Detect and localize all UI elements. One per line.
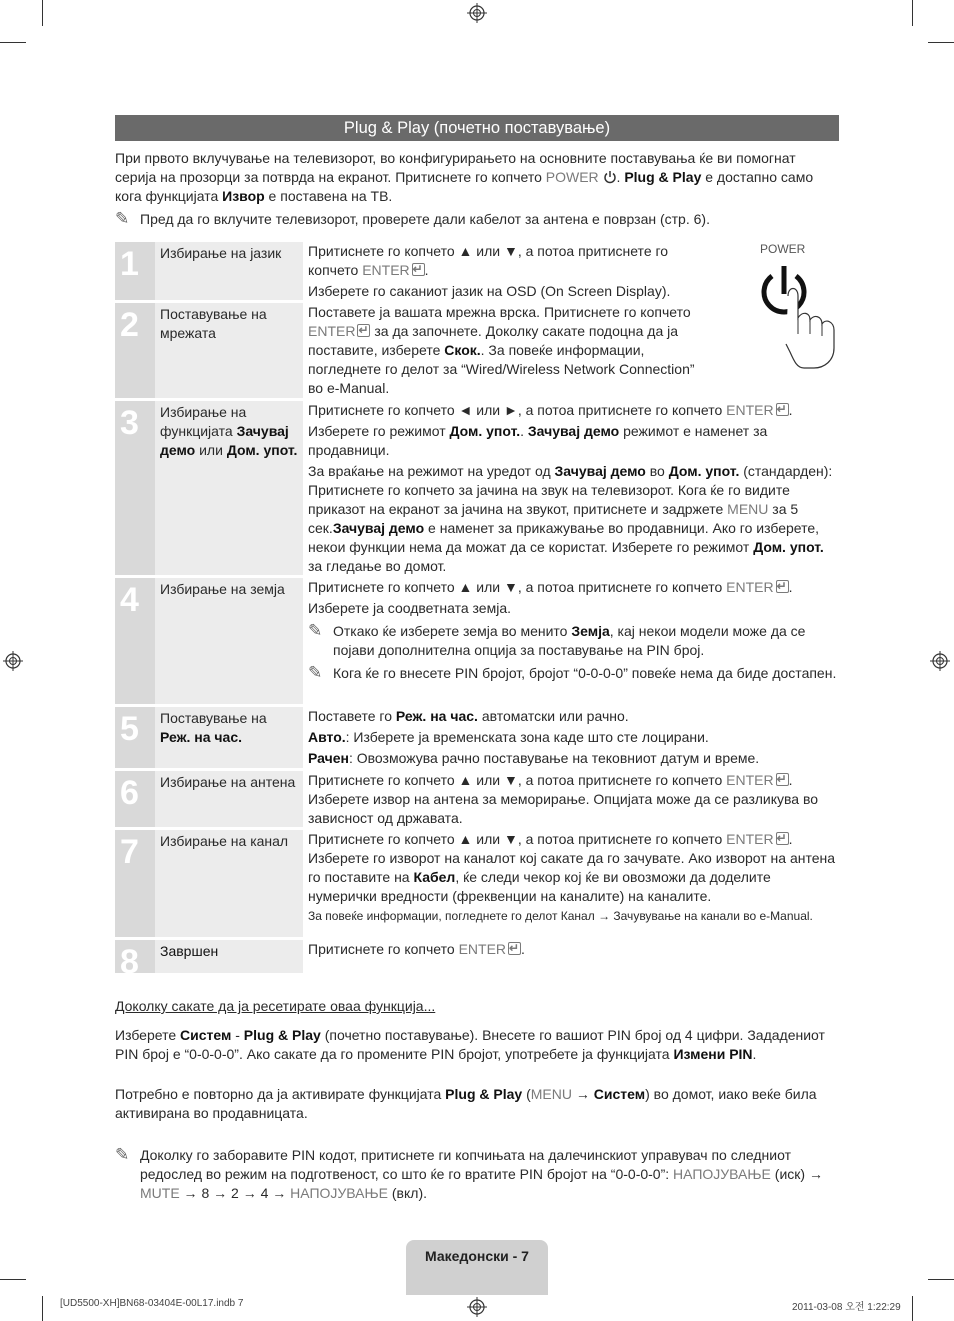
step-number: 8 xyxy=(115,940,155,973)
reset-heading: Доколку сакате да ја ресетирате оваа функција... xyxy=(115,998,436,1014)
enter-icon xyxy=(776,773,789,786)
power-icon xyxy=(603,170,617,184)
crop-mark xyxy=(928,42,954,43)
crop-mark xyxy=(912,0,913,26)
crop-mark xyxy=(928,1279,954,1280)
crop-mark xyxy=(42,1296,43,1321)
step-row-7 xyxy=(115,830,839,937)
step-row-3 xyxy=(115,401,839,575)
reset-paragraph-2: Потребно е повторно да ја активирате функцијата Plug & Play (MENU → Систем) во домот, иако веќе била активирана во продавницата. xyxy=(115,1086,817,1121)
step-row-2 xyxy=(115,303,839,398)
crop-mark xyxy=(912,1296,913,1321)
step-description: Притиснете го копчето ▲ или ▼, а потоа притиснете го копчето ENTER↵ . Изберете го саканиот јазик на OSD (On Screen Display). xyxy=(303,242,839,300)
crop-mark xyxy=(42,0,43,26)
page-number-tab: Македонски - 7 xyxy=(406,1240,548,1295)
step-number: 6 xyxy=(115,771,155,827)
step-label: Избирање на јазик xyxy=(155,242,303,300)
step-label: Избирање на канал xyxy=(155,830,303,937)
step-label: Избирање на антена xyxy=(155,771,303,827)
reset-note: ✎ Доколку го заборавите PIN кодот, притиснете ги копчињата на далечинскиот управувач по следниот редослед во режим на подготвеност, со што ќе го вратите PIN бројот на “0-0-0-0”: НАПОЈУВАЊЕ (иск) → MUTE → 8 → 2 → 4 → НАПОЈУВАЊЕ (вкл). xyxy=(115,1145,823,1201)
step-description: Поставете ја вашата мрежна врска. Притиснете го копчето ENTER↵ за да започнете. Доколку сакате подоцна да ја поставите, изберете Скок.. За повеќе информации, погледнете го делот за “Wired/Wireless Network Connection” во e-Manual. xyxy=(303,303,839,398)
enter-icon xyxy=(776,403,789,416)
step-number: 4 xyxy=(115,578,155,704)
step-description: Притиснете го копчето ▲ или ▼, а потоа притиснете го копчето ENTER↵ . Изберете го изворот на каналот кој сакате да го зачувате. Ако изворот на антена го поставите на Кабел, ќе следи чекор кој ќе ви овозможи да доделите нумерички вредности (фреквенции на каналите) на каналите. За повеќе информации, погледнете го делот Канал → Зачувување на канали во e-Manual. xyxy=(303,830,839,937)
intro-note: ✎ Пред да го вклучите телевизорот, проверете дали кабелот за антена е поврзан (стр. 6). xyxy=(115,209,710,228)
step-row-1 xyxy=(115,242,839,300)
step-description: Притиснете го копчето ENTER↵ . xyxy=(303,940,839,973)
step-number: 5 xyxy=(115,707,155,768)
registration-mark-icon xyxy=(930,651,950,671)
footer-timestamp: 2011-03-08 오전 1:22:29 xyxy=(792,1302,901,1313)
step-number: 3 xyxy=(115,401,155,575)
step-description: Поставете го Реж. на час. автоматски или рачно. Авто.: Изберете ја временската зона каде што сте лоцирани. Рачен: Овозможува рачно поставување на тековниот датум и време. xyxy=(308,708,760,766)
step-description: Притиснете го копчето ▲ или ▼, а потоа притиснете го копчето ENTER↵ . Изберете извор на антена за меморирање. Опцијата може да се разликува во зависност од државата. xyxy=(303,771,839,827)
reset-paragraph-1: Изберете Систем - Plug & Play (почетно поставување). Внесете го вашиот PIN број од 4 цифри. Зададениот PIN број е “0-0-0-0”. Ако сакате да го промените PIN бројот, употребете ја функцијата Измени PIN. xyxy=(115,1027,825,1062)
note-pencil-icon: ✎ xyxy=(308,621,323,640)
step-row-5 xyxy=(115,707,839,768)
crop-mark xyxy=(0,42,26,43)
registration-mark-icon xyxy=(3,651,23,671)
enter-icon xyxy=(776,580,789,593)
step-row-4 xyxy=(115,578,839,704)
note-pencil-icon: ✎ xyxy=(115,1145,130,1164)
enter-icon xyxy=(508,942,521,955)
note-pencil-icon: ✎ xyxy=(115,209,130,228)
registration-mark-icon xyxy=(467,1297,487,1317)
step-label: Завршен xyxy=(155,940,303,973)
step-row-8 xyxy=(115,940,839,981)
step-note: ✎ Кога ќе го внесете PIN бројот, бројот “0-0-0-0” повеќе нема да биде достапен. xyxy=(308,663,837,682)
enter-icon xyxy=(412,263,425,276)
step-description: Притиснете го копчето ◄ или ►, а потоа притиснете го копчето ENTER↵ . Изберете го режимот Дом. упот.. Зачувај демо режимот е наменет за продавници. За враќање на режимот на уредот од Зачувај демо во Дом. упот. (стандарден): Притиснете го копчето за јачина на звук на телевизорот. Кога ќе го видите приказот на екранот за јачина на звукот, притиснете и задржете MENU за 5 сек.Зачувај демо е наменет за прикажување во продавници. Ако го изберете, некои функции нема да можат да се користат. Изберете го режимот Дом. упот. за гледање во домот. xyxy=(303,401,839,575)
note-pencil-icon: ✎ xyxy=(308,663,323,682)
section-title: Plug & Play (почетно поставување) xyxy=(115,115,839,141)
step-number: 2 xyxy=(115,303,155,398)
intro-paragraph: При првото вклучување на телевизорот, во конфигурирањето на основните поставувања ќе ви помогнат серија на прозорци за потврда на екранот. Притиснете го копчето POWER . Plug & Play е достапно само кога функцијата Извор е поставена на ТВ. xyxy=(115,150,814,204)
enter-icon xyxy=(357,324,370,337)
footer-file-name: [UD5500-XH]BN68-03404E-00L17.indb 7 xyxy=(60,1298,244,1309)
registration-mark-icon xyxy=(467,3,487,23)
step-label: Поставување на мрежата xyxy=(155,303,303,398)
step-label: Избирање на земја xyxy=(155,578,303,704)
step-number: 7 xyxy=(115,830,155,937)
setup-steps-table xyxy=(115,242,839,981)
step-description: Притиснете го копчето ▲ или ▼, а потоа притиснете го копчето ENTER↵ . Изберете ја соодветната земја. ✎ Откако ќе изберете земја во менито Земја, кај некои модели може да се појави дополнителна опција за поставување на PIN број. ✎ Кога ќе го внесете PIN бројот, бројот “0-0-0-0” повеќе нема да биде достапен. xyxy=(303,578,839,704)
step-label: Поставување на Реж. на час. xyxy=(155,707,303,768)
enter-icon xyxy=(776,832,789,845)
step-label: Избирање на функцијата Зачувај демо или Дом. упот. xyxy=(155,401,303,575)
step-note: ✎ Откако ќе изберете земја во менито Земја, кај некои модели може да се појави дополнителна опција за поставување на PIN број. xyxy=(308,621,806,658)
crop-mark xyxy=(0,1279,26,1280)
power-label: POWER xyxy=(760,242,806,256)
step-number: 1 xyxy=(115,242,155,300)
step-row-6 xyxy=(115,771,839,827)
